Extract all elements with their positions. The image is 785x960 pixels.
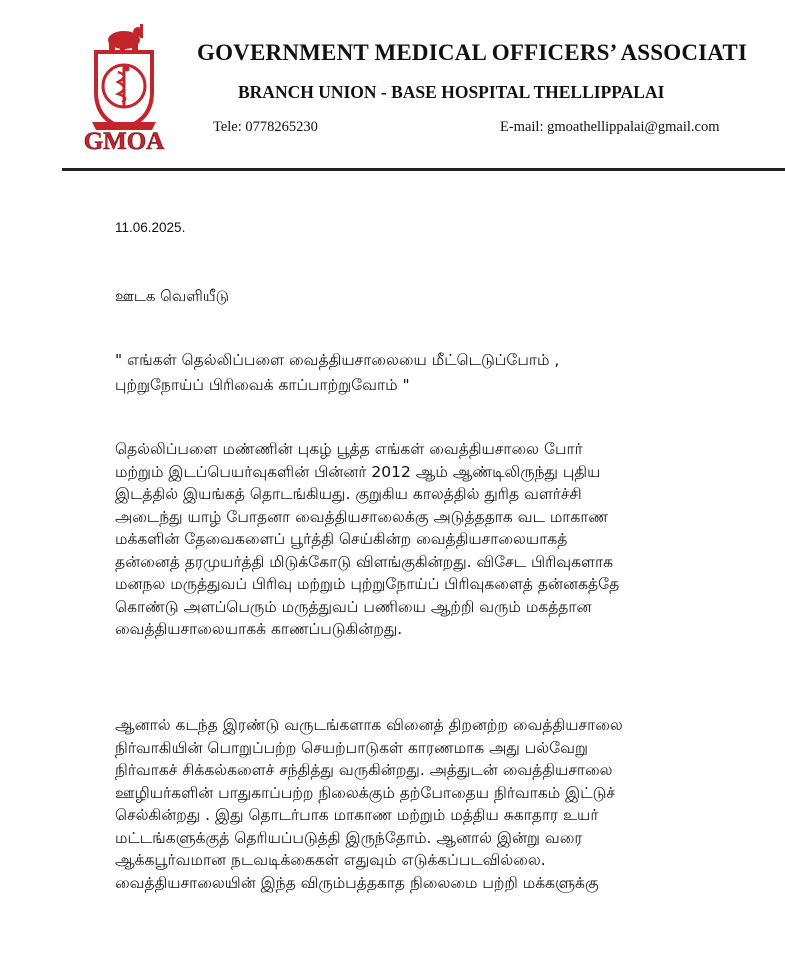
quote-block xyxy=(115,348,559,398)
text-line: தெல்லிப்பளை மண்ணின் புகழ் பூத்த எங்கள் வைத்தியசாலை போர் xyxy=(115,440,583,458)
text-line: தன்னைத் தரமுயர்த்தி மிடுக்கோடு விளங்குகின்றது. விசேட பிரிவுகளாக xyxy=(115,552,614,571)
telephone: Tele: 0778265230 xyxy=(213,119,318,135)
text-line: வைத்தியசாலையாகக் காணப்படுகின்றது. xyxy=(115,620,403,638)
lion-emblem-icon xyxy=(108,24,143,52)
text-line: இடத்தில் இயங்கத் தொடங்கியது. குறுகிய காலத்தில் துரித வளர்ச்சி xyxy=(115,485,582,503)
text-line: அடைந்து யாழ் போதனா வைத்தியசாலைக்கு அடுத்ததாக வட மாகாண xyxy=(115,507,609,526)
organization-name: GOVERNMENT MEDICAL OFFICERS’ ASSOCIATI xyxy=(197,40,748,65)
caduceus-icon xyxy=(118,66,130,106)
text-line: ஆக்கபூர்வமான நடவடிக்கைகள் எதுவும் எடுக்கப்படவில்லை. xyxy=(115,851,546,869)
paragraph-2 xyxy=(115,714,623,894)
text-line: செல்கின்றது . இது தொடர்பாக மாகாண மற்றும் மத்திய சுகாதார உயர் xyxy=(115,806,599,824)
text-line: மக்களின் தேவைகளைப் பூர்த்தி செய்கின்ற வைத்தியசாலையாகத் xyxy=(115,530,568,548)
logo-text: GMOA xyxy=(83,128,165,152)
text-line: நிர்வாகச் சிக்கல்களைச் சந்தித்து வருகின்றது. அத்துடன் வைத்தியசாலை xyxy=(115,761,613,779)
text-line: ஊழியர்களின் பாதுகாப்பற்ற நிலைக்கும் தற்போதைய நிர்வாகம் இட்டுச் xyxy=(115,783,615,802)
text-line: கொண்டு அளப்பெரும் மருத்துவப் பணியை ஆற்றி வரும் மகத்தான xyxy=(115,597,592,616)
quote-line: " எங்கள் தெல்லிப்பளை வைத்தியசாலையை மீட்டெடுப்போம் , xyxy=(115,351,560,369)
text-line: மனநல மருத்துவப் பிரிவு மற்றும் புற்றுநோய்ப் பிரிவுகளைத் தன்னகத்தே xyxy=(115,575,620,593)
text-line: வைத்தியசாலையின் இந்த விரும்பத்தகாத நிலைமை பற்றி மக்களுக்கு xyxy=(115,873,599,892)
text-line: நிர்வாகியின் பொறுப்பற்ற செயற்பாடுகள் காரணமாக அது பல்வேறு xyxy=(115,738,588,757)
gmoa-logo xyxy=(62,22,186,152)
text-line: மற்றும் இடப்பெயர்வுகளின் பின்னர் 2012 ஆம் ஆண்டிலிருந்து புதிய xyxy=(115,462,601,481)
letter-date: 11.06.2025. xyxy=(115,220,186,235)
branch-name: BRANCH UNION - BASE HOSPITAL THELLIPPALAI xyxy=(238,82,665,102)
text-line: ஆனால் கடந்த இரண்டு வருடங்களாக வினைத் திறனற்ற வைத்தியசாலை xyxy=(115,716,623,734)
text-line: மட்டங்களுக்குத் தெரியப்படுத்தி இருந்தோம். ஆனால் இன்று வரை xyxy=(115,828,583,847)
email-address: E-mail: gmoathellippalai@gmail.com xyxy=(500,119,720,135)
paragraph-1 xyxy=(115,438,619,641)
press-release-heading: ஊடக வெளியீடு xyxy=(115,287,230,305)
quote-line: புற்றுநோய்ப் பிரிவைக் காப்பாற்றுவோம் " xyxy=(115,376,410,394)
header-divider xyxy=(62,168,785,171)
